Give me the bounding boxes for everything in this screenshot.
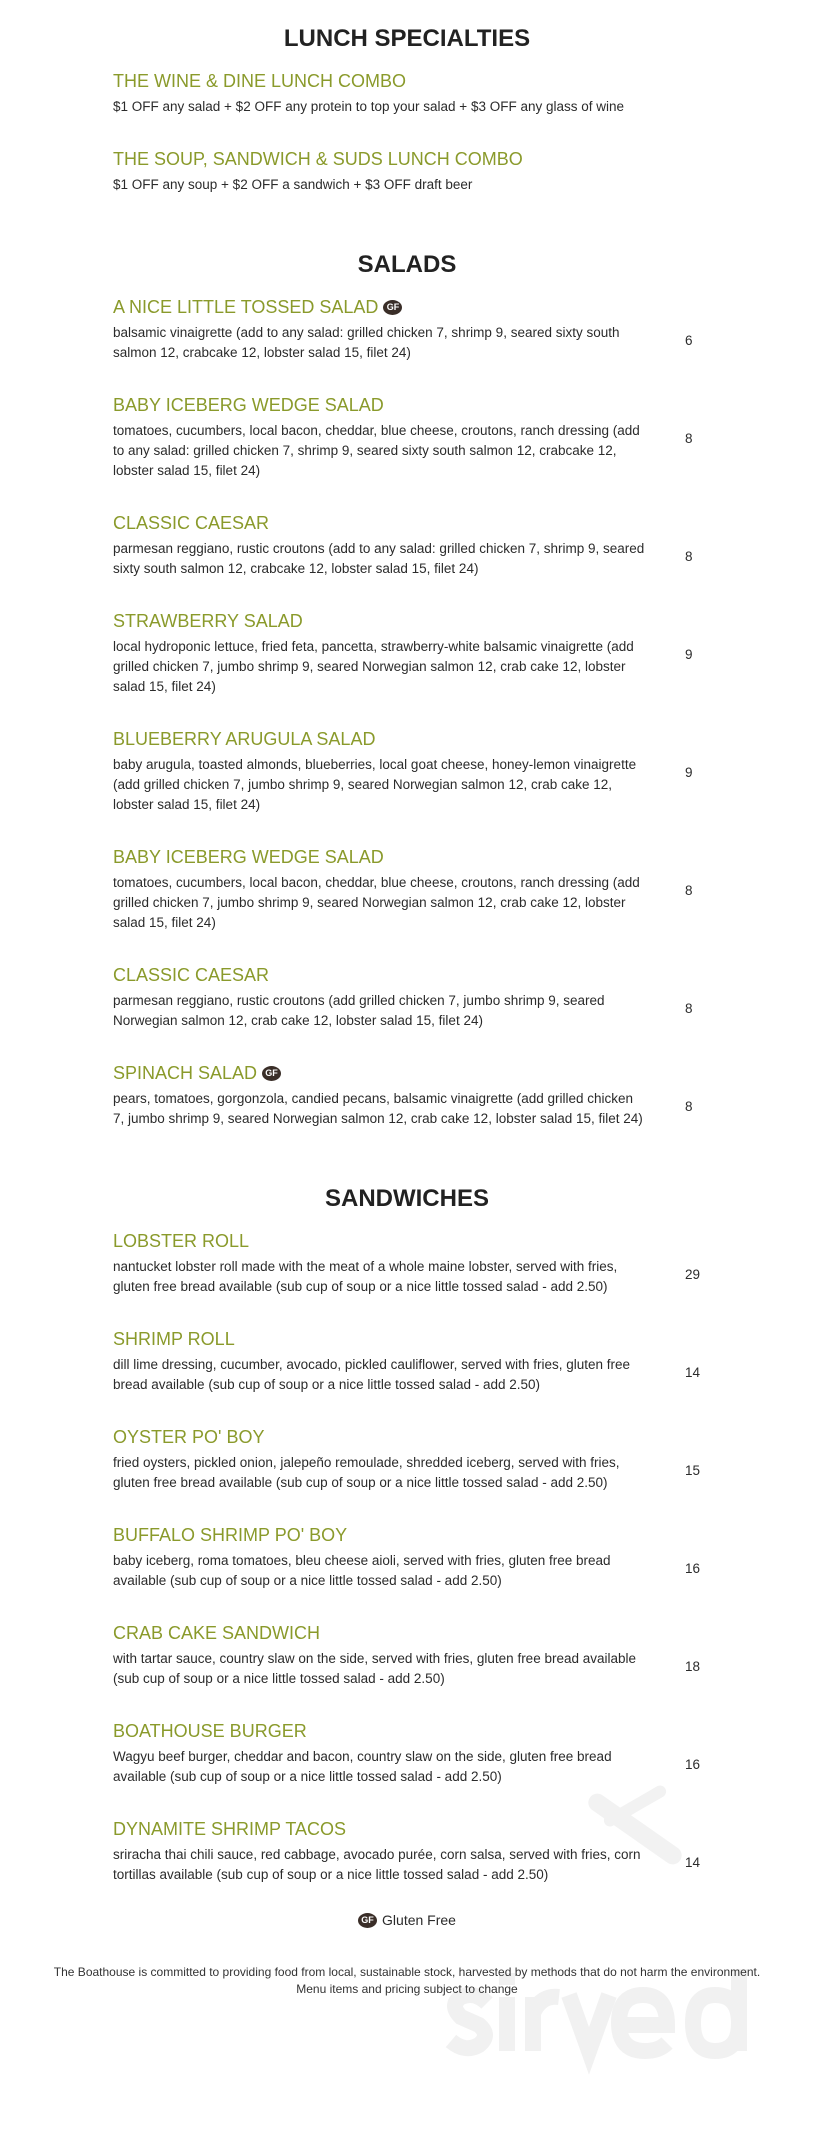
menu-item [113, 960, 814, 1031]
item-name [113, 1716, 814, 1746]
item-price: 8 [685, 431, 693, 446]
item-name-text: A NICE LITTLE TOSSED SALAD [113, 297, 379, 317]
item-name-text: THE SOUP, SANDWICH & SUDS LUNCH COMBO [113, 149, 523, 169]
menu-item [113, 1618, 814, 1689]
item-description: Wagyu beef burger, cheddar and bacon, country slaw on the side, gluten free bread available (sub cup of soup or a nice little tossed salad - add 2.50) [113, 1749, 612, 1784]
legend-label: Gluten Free [382, 1912, 456, 1928]
gluten-free-icon: GF [383, 300, 402, 315]
menu-item [113, 1058, 814, 1129]
section-items [0, 292, 814, 1129]
section-spacer [0, 1156, 814, 1182]
item-price: 16 [685, 1757, 701, 1772]
item-name [113, 144, 814, 174]
item-description: $1 OFF any soup + $2 OFF a sandwich + $3 OFF draft beer [113, 177, 473, 192]
item-description: tomatoes, cucumbers, local bacon, cheddar, blue cheese, croutons, ranch dressing (add grilled chicken 7, jumbo shrimp 9, seared Norwegian salmon 12, crab cake 12, lobster salad 15, filet 24) [113, 875, 640, 930]
item-name-text: BLUEBERRY ARUGULA SALAD [113, 729, 376, 749]
item-description: balsamic vinaigrette (add to any salad: grilled chicken 7, shrimp 9, seared sixty south salmon 12, crabcake 12, lobster salad 15, filet 24) [113, 325, 620, 360]
item-name-text: CLASSIC CAESAR [113, 513, 270, 533]
menu-section [0, 1182, 814, 1885]
item-price: 6 [685, 333, 693, 348]
menu-section [0, 248, 814, 1129]
item-price: 16 [685, 1561, 701, 1576]
item-name [113, 960, 814, 990]
menu-item [113, 1422, 814, 1493]
item-price: 14 [685, 1365, 701, 1380]
menu-item [113, 1716, 814, 1787]
gluten-free-legend [0, 1912, 814, 1928]
item-name [113, 1814, 814, 1844]
item-name-text: DYNAMITE SHRIMP TACOS [113, 1819, 347, 1839]
menu-item [113, 508, 814, 579]
footer-note [0, 1964, 814, 1998]
item-name-text: BABY ICEBERG WEDGE SALAD [113, 395, 384, 415]
item-description: sriracha thai chili sauce, red cabbage, avocado purée, corn salsa, served with fries, corn tortillas available (sub cup of soup or a nice little tossed salad - add 2.50) [113, 1847, 641, 1882]
menu-item [113, 292, 814, 363]
item-price: 18 [685, 1659, 701, 1674]
item-price: 29 [685, 1267, 701, 1282]
item-name [113, 842, 814, 872]
item-name [113, 292, 814, 322]
item-price: 9 [685, 765, 693, 780]
menu-section [0, 22, 814, 195]
menu-item [113, 1324, 814, 1395]
item-name-text: BUFFALO SHRIMP PO' BOY [113, 1525, 348, 1545]
item-description: nantucket lobster roll made with the meat of a whole maine lobster, served with fries, gluten free bread available (sub cup of soup or a nice little tossed salad - add 2.50) [113, 1259, 618, 1294]
item-name-text: LOBSTER ROLL [113, 1231, 250, 1251]
item-description: with tartar sauce, country slaw on the side, served with fries, gluten free bread available (sub cup of soup or a nice little tossed salad - add 2.50) [113, 1651, 637, 1686]
item-price: 8 [685, 549, 693, 564]
item-name-text: CLASSIC CAESAR [113, 965, 270, 985]
item-description: parmesan reggiano, rustic croutons (add to any salad: grilled chicken 7, shrimp 9, seared sixty south salmon 12, crabcake 12, lobster salad 15, filet 24) [113, 541, 645, 576]
item-description: dill lime dressing, cucumber, avocado, pickled cauliflower, served with fries, gluten free bread available (sub cup of soup or a nice little tossed salad - add 2.50) [113, 1357, 630, 1392]
item-name-text: THE WINE & DINE LUNCH COMBO [113, 71, 407, 91]
item-description: tomatoes, cucumbers, local bacon, cheddar, blue cheese, croutons, ranch dressing (add to any salad: grilled chicken 7, shrimp 9, seared sixty south salmon 12, crabcake 12, lobster salad 15, filet 24) [113, 423, 640, 478]
item-price: 8 [685, 1001, 693, 1016]
section-spacer [0, 222, 814, 248]
item-description: baby arugula, toasted almonds, blueberries, local goat cheese, honey-lemon vinaigrette (add grilled chicken 7, jumbo shrimp 9, seared Norwegian salmon 12, crab cake 12, lobster salad 15, filet 24) [113, 757, 637, 812]
menu-item [113, 390, 814, 481]
item-name [113, 724, 814, 754]
footer-line-2: Menu items and pricing subject to change [296, 1982, 518, 1996]
section-items [0, 66, 814, 195]
item-name-text: STRAWBERRY SALAD [113, 611, 303, 631]
menu-item [113, 724, 814, 815]
item-name-text: OYSTER PO' BOY [113, 1427, 265, 1447]
item-name [113, 390, 814, 420]
gluten-free-icon: GF [262, 1066, 281, 1081]
menu-item [113, 144, 814, 195]
menu-item [113, 842, 814, 933]
item-name [113, 1618, 814, 1648]
item-price: 14 [685, 1855, 701, 1870]
item-description: fried oysters, pickled onion, jalepeño remoulade, shredded iceberg, served with fries, gluten free bread available (sub cup of soup or a nice little tossed salad - add 2.50) [113, 1455, 620, 1490]
item-name [113, 1226, 814, 1256]
item-name [113, 1058, 814, 1088]
item-description: $1 OFF any salad + $2 OFF any protein to top your salad + $3 OFF any glass of wine [113, 99, 625, 114]
item-name-text: BABY ICEBERG WEDGE SALAD [113, 847, 384, 867]
item-name [113, 66, 814, 96]
item-description: pears, tomatoes, gorgonzola, candied pecans, balsamic vinaigrette (add grilled chicken 7, jumbo shrimp 9, seared Norwegian salmon 12, crab cake 12, lobster salad 15, filet 24) [113, 1091, 643, 1126]
section-title: SANDWICHES [324, 1185, 489, 1212]
section-title: LUNCH SPECIALTIES [283, 25, 531, 52]
menu-item [113, 1226, 814, 1297]
section-items [0, 1226, 814, 1885]
footer-line-1: The Boathouse is committed to providing food from local, sustainable stock, harvested by methods that do not harm the environment. [53, 1965, 761, 1979]
item-price: 8 [685, 883, 693, 898]
item-description: parmesan reggiano, rustic croutons (add grilled chicken 7, jumbo shrimp 9, seared Norwegian salmon 12, crab cake 12, lobster salad 15, filet 24) [113, 993, 605, 1028]
item-name [113, 606, 814, 636]
menu-item [113, 66, 814, 117]
item-name-text: SPINACH SALAD [113, 1063, 258, 1083]
item-name-text: CRAB CAKE SANDWICH [113, 1623, 321, 1643]
item-price: 9 [685, 647, 693, 662]
item-price: 8 [685, 1099, 693, 1114]
item-description: local hydroponic lettuce, fried feta, pancetta, strawberry-white balsamic vinaigrette (add grilled chicken 7, jumbo shrimp 9, seared Norwegian salmon 12, crab cake 12, lobster salad 15, filet 24) [113, 639, 634, 694]
item-name [113, 1422, 814, 1452]
item-name-text: BOATHOUSE BURGER [113, 1721, 307, 1741]
menu-item [113, 606, 814, 697]
item-name-text: SHRIMP ROLL [113, 1329, 235, 1349]
item-name [113, 1324, 814, 1354]
item-name [113, 1520, 814, 1550]
section-title: SALADS [357, 251, 457, 278]
item-name [113, 508, 814, 538]
menu-item [113, 1814, 814, 1885]
gluten-free-icon: GF [358, 1913, 377, 1928]
item-description: baby iceberg, roma tomatoes, bleu cheese aioli, served with fries, gluten free bread available (sub cup of soup or a nice little tossed salad - add 2.50) [113, 1553, 611, 1588]
menu-item [113, 1520, 814, 1591]
item-price: 15 [685, 1463, 701, 1478]
